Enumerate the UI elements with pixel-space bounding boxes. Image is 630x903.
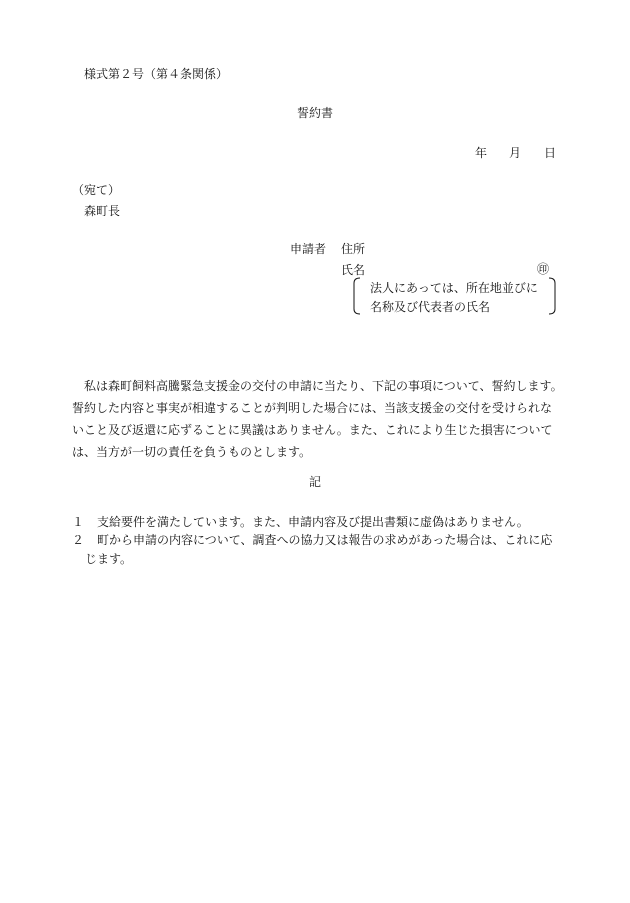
date-month-label: 月 [509,146,522,160]
address-label: 住所 [341,242,366,256]
form-number: 様式第２号（第４条関係） [84,67,229,81]
pledge-body-line4: は、当方が一切の責任を負うものとします。 [72,445,312,459]
pledge-body-line3: いこと及び返還に応ずることに異議はありません。また、これにより生じた損害について [72,423,553,437]
item-2-number: ２ [72,533,85,547]
applicant-note-line1: 法人にあっては、所在地並びに [370,281,538,295]
applicant-label: 申請者 [290,242,327,256]
name-label: 氏名 [341,263,366,277]
applicant-note-line2: 名称及び代表者の氏名 [370,300,491,314]
item-1-number: １ [72,515,85,529]
item-2-text: 町から申請の内容について、調査への協力又は報告の求めがあった場合は、これに応 [97,533,553,547]
item-1-text: 支給要件を満たしています。また、申請内容及び提出書類に虚偽はありません。 [97,515,529,529]
pledge-body [72,375,563,463]
right-bracket [547,277,557,315]
seal-mark: ㊞ [537,262,550,276]
addressee-prefix: （宛て） [72,183,121,197]
document-title: 誓約書 [297,106,334,120]
left-bracket [352,277,362,315]
pledge-body-line1: 私は森町飼料高騰緊急支援金の交付の申請に当たり、下記の事項について、誓約します。 [72,379,563,393]
addressee-name: 森町長 [84,204,121,218]
item-2-text-continued: じます。 [85,552,133,566]
pledge-body-line2: 誓約した内容と事実が相違することが判明した場合には、当該支援金の交付を受けられな [72,401,553,415]
date-year-label: 年 [475,146,488,160]
ki-heading: 記 [309,475,322,489]
date-day-label: 日 [544,146,557,160]
